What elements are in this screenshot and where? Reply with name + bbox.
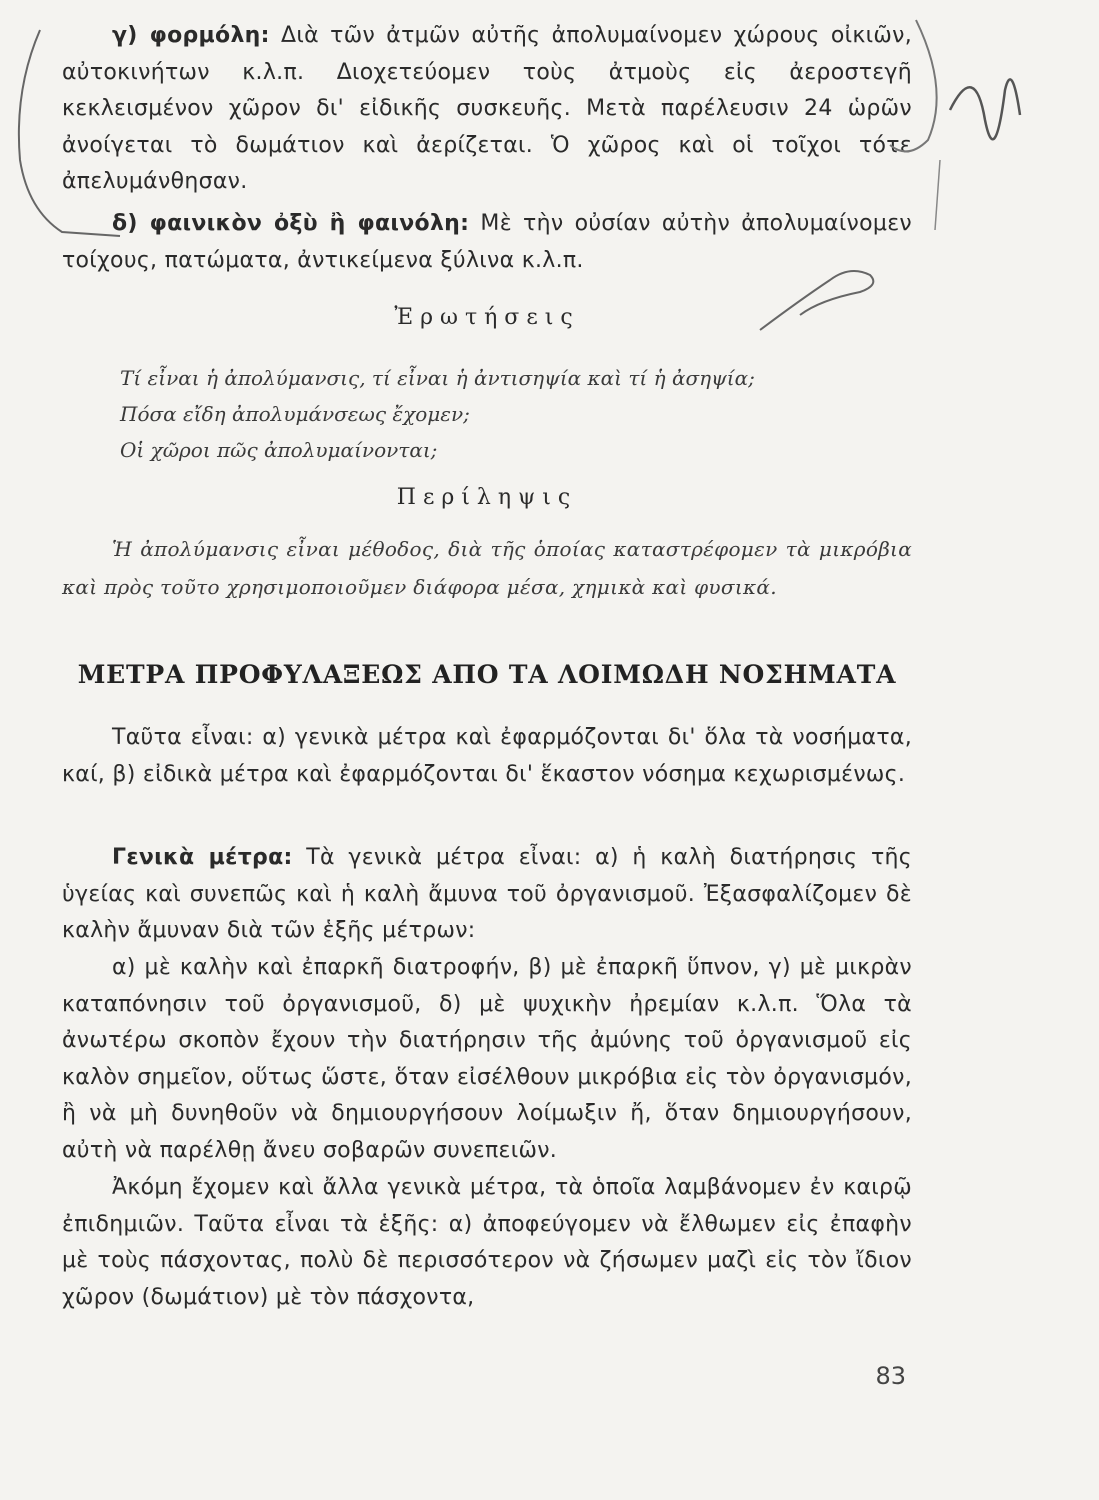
paragraph-formol-text	[62, 18, 912, 201]
questions-heading: Ἐρωτήσεις	[394, 305, 580, 330]
question-item: Πόσα εἴδη ἀπολυμάνσεως ἔχομεν;	[120, 402, 470, 426]
measures-paragraph: α) μὲ καλὴν καὶ ἐπαρκῆ διατροφήν, β) μὲ ἐπαρκῆ ὕπνον, γ) μὲ μικρὰν καταπόνησιν τοῦ ὀργανισμοῦ, δ) μὲ ψυχικὴν ἠρεμίαν κ.λ.π. Ὅλα τὰ ἀνωτέρω σκοπὸν ἔχουν τὴν διατήρησιν τῆς ἀμύνης τοῦ ὀργανισμοῦ εἰς καλὸν σημεῖον, οὕτως ὥστε, ὅταν εἰσέλθουν μικρόβια εἰς τὸν ὀργανισμόν, ἢ νὰ μὴ δυνηθοῦν νὰ δημιουργήσουν λοίμωξιν ἤ, ὅταν δημιουργήσουν, αὐτὴ νὰ παρέλθῃ ἄνευ σοβαρῶν συνεπειῶν.	[62, 955, 912, 1163]
summary-heading: Περίληψις	[396, 485, 578, 510]
paragraph-formol-lead: γ) φορμόλη:	[112, 23, 270, 48]
page-number: 83	[875, 1362, 906, 1390]
general-measures-body: Τὰ γενικὰ μέτρα εἶναι: α) ἡ καλὴ διατήρησις τῆς ὑγείας καὶ συνεπῶς καὶ ἡ καλὴ ἄμυνα τοῦ ὀργανισμοῦ. Ἐξασφαλίζομεν δὲ καλὴν ἄμυναν διὰ τῶν ἑξῆς μέτρων:	[62, 845, 913, 943]
general-measures-block	[62, 840, 912, 950]
paragraph-phenol-text	[62, 206, 912, 279]
epidemic-paragraph: Ἀκόμη ἔχομεν καὶ ἄλλα γενικὰ μέτρα, τὰ ὁποῖα λαμβάνομεν ἐν καιρῷ ἐπιδημιῶν. Ταῦτα εἶναι τὰ ἑξῆς: α) ἀποφεύγομεν νὰ ἔλθωμεν εἰς ἐπαφὴν μὲ τοὺς πάσχοντας, πολὺ δὲ περισσότερον νὰ ζήσωμεν μαζὶ εἰς τὸν ἴδιον χῶρον (δωμάτιον) μὲ τὸν πάσχοντα,	[62, 1175, 912, 1310]
scribble-mark	[950, 79, 1020, 139]
summary-text: Ἡ ἀπολύμανσις εἶναι μέθοδος, διὰ τῆς ὁποίας καταστρέφομεν τὰ μικρόβια καὶ πρὸς τοῦτο χρησιμοποιοῦμεν διάφορα μέσα, χημικὰ καὶ φυσικά.	[62, 537, 912, 599]
paragraph-phenol-lead: δ) φαινικὸν ὀξὺ ἢ φαινόλη:	[112, 211, 470, 236]
intro-block	[62, 720, 912, 793]
paragraph-formol	[62, 18, 912, 201]
question-item: Οἱ χῶροι πῶς ἀπολυμαίνονται;	[120, 438, 438, 462]
margin-line-mark	[935, 160, 940, 230]
general-measures-paragraph	[62, 840, 912, 950]
question-item: Τί εἶναι ἡ ἀπολύμανσις, τί εἶναι ἡ ἀντισηψία καὶ τί ἡ ἀσηψία;	[120, 366, 755, 390]
measures-block	[62, 950, 912, 1169]
epidemic-block	[62, 1170, 912, 1316]
paragraph-formol-body: Διὰ τῶν ἀτμῶν αὐτῆς ἀπολυμαίνομεν χώρους οἰκιῶν, αὐτοκινήτων κ.λ.π. Διοχετεύομεν τοὺς ἀτμοὺς εἰς ἀεροστεγῆ κεκλεισμένον χῶρον δι' εἰδικῆς συσκευῆς. Μετὰ παρέλευσιν 24 ὡρῶν ἀνοίγεται τὸ δωμάτιον καὶ ἀερίζεται. Ὁ χῶρος καὶ οἱ τοῖχοι τότε ἀπελυμάνθησαν.	[62, 23, 912, 194]
general-measures-lead: Γενικὰ μέτρα:	[112, 845, 293, 870]
summary-block	[62, 530, 912, 606]
paragraph-phenol	[62, 206, 912, 279]
intro-paragraph: Ταῦτα εἶναι: α) γενικὰ μέτρα καὶ ἐφαρμόζονται δι' ὅλα τὰ νοσήματα, καί, β) εἰδικὰ μέτρα καὶ ἐφαρμόζονται δι' ἕκαστον νόσημα κεχωρισμένως.	[62, 725, 912, 787]
section-title: ΜΕΤΡΑ ΠΡΟΦΥΛΑΞΕΩΣ ΑΠΟ ΤΑ ΛΟΙΜΩΔΗ ΝΟΣΗΜΑΤΑ	[77, 660, 897, 689]
paragraph-phenol-body: Μὲ τὴν οὐσίαν αὐτὴν ἀπολυμαίνομεν τοίχους, πατώματα, ἀντικείμενα ξύλινα κ.λ.π.	[62, 211, 912, 273]
